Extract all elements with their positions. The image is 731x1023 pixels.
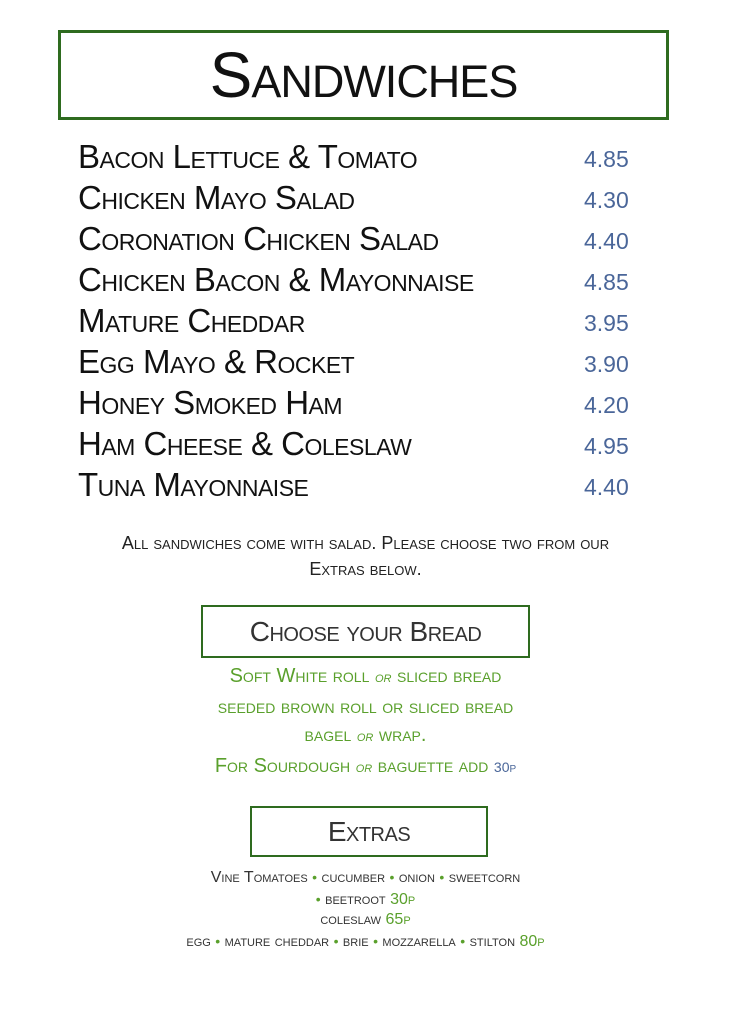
extra-price: 30p xyxy=(390,890,416,908)
bread-option: wrap. xyxy=(378,724,427,746)
menu-row xyxy=(78,259,650,300)
menu-item-price: 4.40 xyxy=(584,228,629,254)
extra-item: egg xyxy=(186,932,211,950)
menu-row xyxy=(78,341,650,382)
bullet-icon: • xyxy=(389,869,395,885)
title-box xyxy=(58,30,669,120)
menu-item-price: 4.20 xyxy=(584,392,629,418)
menu-item-name: Honey Smoked Ham xyxy=(78,384,343,421)
extra-price: 80p xyxy=(519,932,545,950)
bullet-icon: • xyxy=(215,932,221,949)
extra-item: beetroot xyxy=(325,890,386,908)
extras-section-box xyxy=(250,806,488,857)
menu-item-price: 3.90 xyxy=(584,351,629,377)
salad-note xyxy=(60,530,671,582)
menu-row xyxy=(78,136,650,177)
extras-line xyxy=(60,889,671,911)
extra-price: 65p xyxy=(385,911,411,928)
menu-item-name: Tuna Mayonnaise xyxy=(78,466,309,503)
bread-option: bagel xyxy=(304,724,352,746)
extras-line xyxy=(60,867,671,889)
page-title: Sandwiches xyxy=(209,39,518,111)
or-separator: or xyxy=(355,758,373,776)
bread-options xyxy=(60,662,671,782)
menu-row xyxy=(78,464,650,505)
extra-item: mature cheddar xyxy=(224,932,330,950)
extra-item: Vine Tomatoes xyxy=(210,869,308,886)
bullet-icon: • xyxy=(333,932,339,949)
bread-option: For Sourdough xyxy=(214,754,351,777)
menu-row xyxy=(78,300,650,341)
bread-option: baguette add xyxy=(377,754,489,777)
bread-option-line xyxy=(60,662,671,693)
sandwich-menu xyxy=(78,136,650,505)
menu-item-price: 4.85 xyxy=(584,146,629,172)
menu-item-name: Coronation Chicken Salad xyxy=(78,220,439,257)
bread-option-line xyxy=(60,752,671,783)
menu-item-price: 3.95 xyxy=(584,310,629,336)
menu-row xyxy=(78,423,650,464)
menu-item-name: Chicken Bacon & Mayonnaise xyxy=(78,261,474,298)
menu-row xyxy=(78,177,650,218)
menu-row xyxy=(78,382,650,423)
bullet-icon: • xyxy=(312,869,318,885)
or-separator: or xyxy=(374,669,392,686)
bullet-icon: • xyxy=(460,932,466,949)
extra-item: cucumber xyxy=(321,869,386,886)
extras-line xyxy=(60,910,671,931)
extra-item: sweetcorn xyxy=(448,869,521,886)
extras-line xyxy=(60,931,671,953)
extra-item: mozzarella xyxy=(382,932,456,950)
bullet-icon: • xyxy=(439,869,445,885)
extra-item: stilton xyxy=(469,932,516,950)
note-line: Extras below. xyxy=(309,559,422,579)
extras-list xyxy=(60,867,671,952)
bread-option: sliced bread xyxy=(397,665,502,687)
menu-item-name: Chicken Mayo Salad xyxy=(78,179,355,216)
bullet-icon: • xyxy=(373,932,378,949)
menu-item-name: Ham Cheese & Coleslaw xyxy=(78,425,412,462)
extras-section-title: Extras xyxy=(327,815,411,847)
bullet-icon: • xyxy=(315,890,321,907)
or-separator: or xyxy=(356,728,374,745)
bread-option-line xyxy=(60,721,671,752)
bread-section-title: Choose your Bread xyxy=(249,615,482,647)
extra-item: brie xyxy=(342,932,369,950)
extra-item: onion xyxy=(398,869,435,886)
menu-item-name: Bacon Lettuce & Tomato xyxy=(78,138,418,175)
bread-option: Soft White roll xyxy=(229,665,370,687)
menu-item-price: 4.85 xyxy=(584,269,629,295)
menu-item-price: 4.95 xyxy=(584,433,629,459)
menu-item-price: 4.30 xyxy=(584,187,629,213)
menu-item-name: Mature Cheddar xyxy=(78,302,305,339)
bread-section-box xyxy=(201,605,530,658)
bread-option: seeded brown roll or sliced bread xyxy=(217,695,514,718)
extra-item: coleslaw xyxy=(320,911,382,928)
bread-addon-price: 30p xyxy=(493,758,517,775)
menu-item-name: Egg Mayo & Rocket xyxy=(78,343,355,380)
menu-item-price: 4.40 xyxy=(584,474,629,500)
note-line: All sandwiches come with salad. Please choose two from our xyxy=(121,533,610,553)
menu-row xyxy=(78,218,650,259)
bread-option-line xyxy=(60,693,671,722)
